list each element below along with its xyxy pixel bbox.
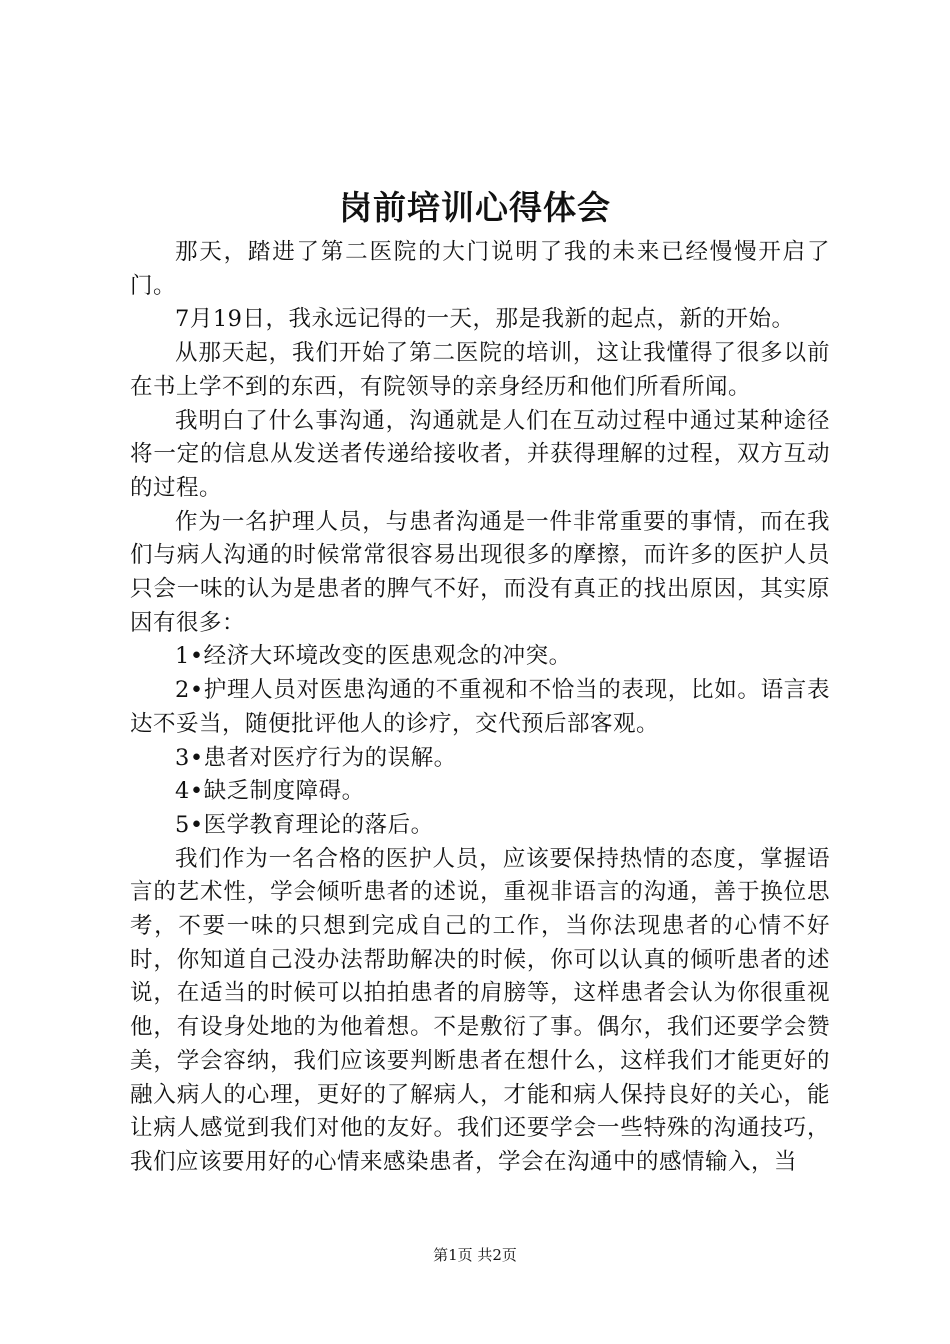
list-item: 4•缺乏制度障碍。 — [175, 778, 365, 805]
paragraph: 我明白了什么事沟通，沟通就是人们在互动过程中通过某种途径将一定的信息从发送者传递给接收者，并获得理解的过程，双方互动的过程。 — [130, 407, 830, 501]
paragraph: 7月19日，我永远记得的一天，那是我新的起点，新的开始。 — [175, 306, 795, 333]
list-item: 1•经济大环境改变的医患观念的冲突。 — [175, 643, 572, 670]
list-item: 5•医学教育理论的落后。 — [175, 811, 434, 838]
paragraph: 作为一名护理人员，与患者沟通是一件非常重要的事情，而在我们与病人沟通的时候常常很容易出现很多的摩擦，而许多的医护人员只会一味的认为是患者的脾气不好，而没有真正的找出原因，其实原因有很多： — [130, 508, 830, 636]
paragraph: 从那天起，我们开始了第二医院的培训，这让我懂得了很多以前在书上学不到的东西，有院领导的亲身经历和他们所看所闻。 — [130, 340, 830, 400]
list-item: 2•护理人员对医患沟通的不重视和不恰当的表现，比如。语言表达不妥当，随便批评他人的诊疗，交代预后部客观。 — [130, 677, 830, 737]
paragraph: 我们作为一名合格的医护人员，应该要保持热情的态度，掌握语言的艺术性，学会倾听患者的述说，重视非语言的沟通，善于换位思考，不要一味的只想到完成自己的工作，当你法现患者的心情不好时，你知道自己没办法帮助解决的时候，你可以认真的倾听患者的述说，在适当的时候可以拍拍患者的肩膀等，这样患者会认为你很重视他，有设身处地的为他着想。不是敷衍了事。偶尔，我们还要学会赞美，学会容纳，我们应该要判断患者在想什么，这样我们才能更好的融入病人的心理，更好的了解病人，才能和病人保持良好的关心，能让病人感觉到我们对他的友好。我们还要学会一些特殊的沟通技巧，我们应该要用好的心情来感染患者，学会在沟通中的感情输入，当 — [130, 845, 830, 1175]
document-body — [130, 236, 830, 1180]
document-title: 岗前培训心得体会 — [339, 188, 611, 227]
paragraph: 那天，踏进了第二医院的大门说明了我的未来已经慢慢开启了门。 — [130, 239, 830, 299]
page-footer: 第1页 共2页 — [433, 1246, 517, 1264]
list-item: 3•患者对医疗行为的误解。 — [175, 744, 457, 771]
